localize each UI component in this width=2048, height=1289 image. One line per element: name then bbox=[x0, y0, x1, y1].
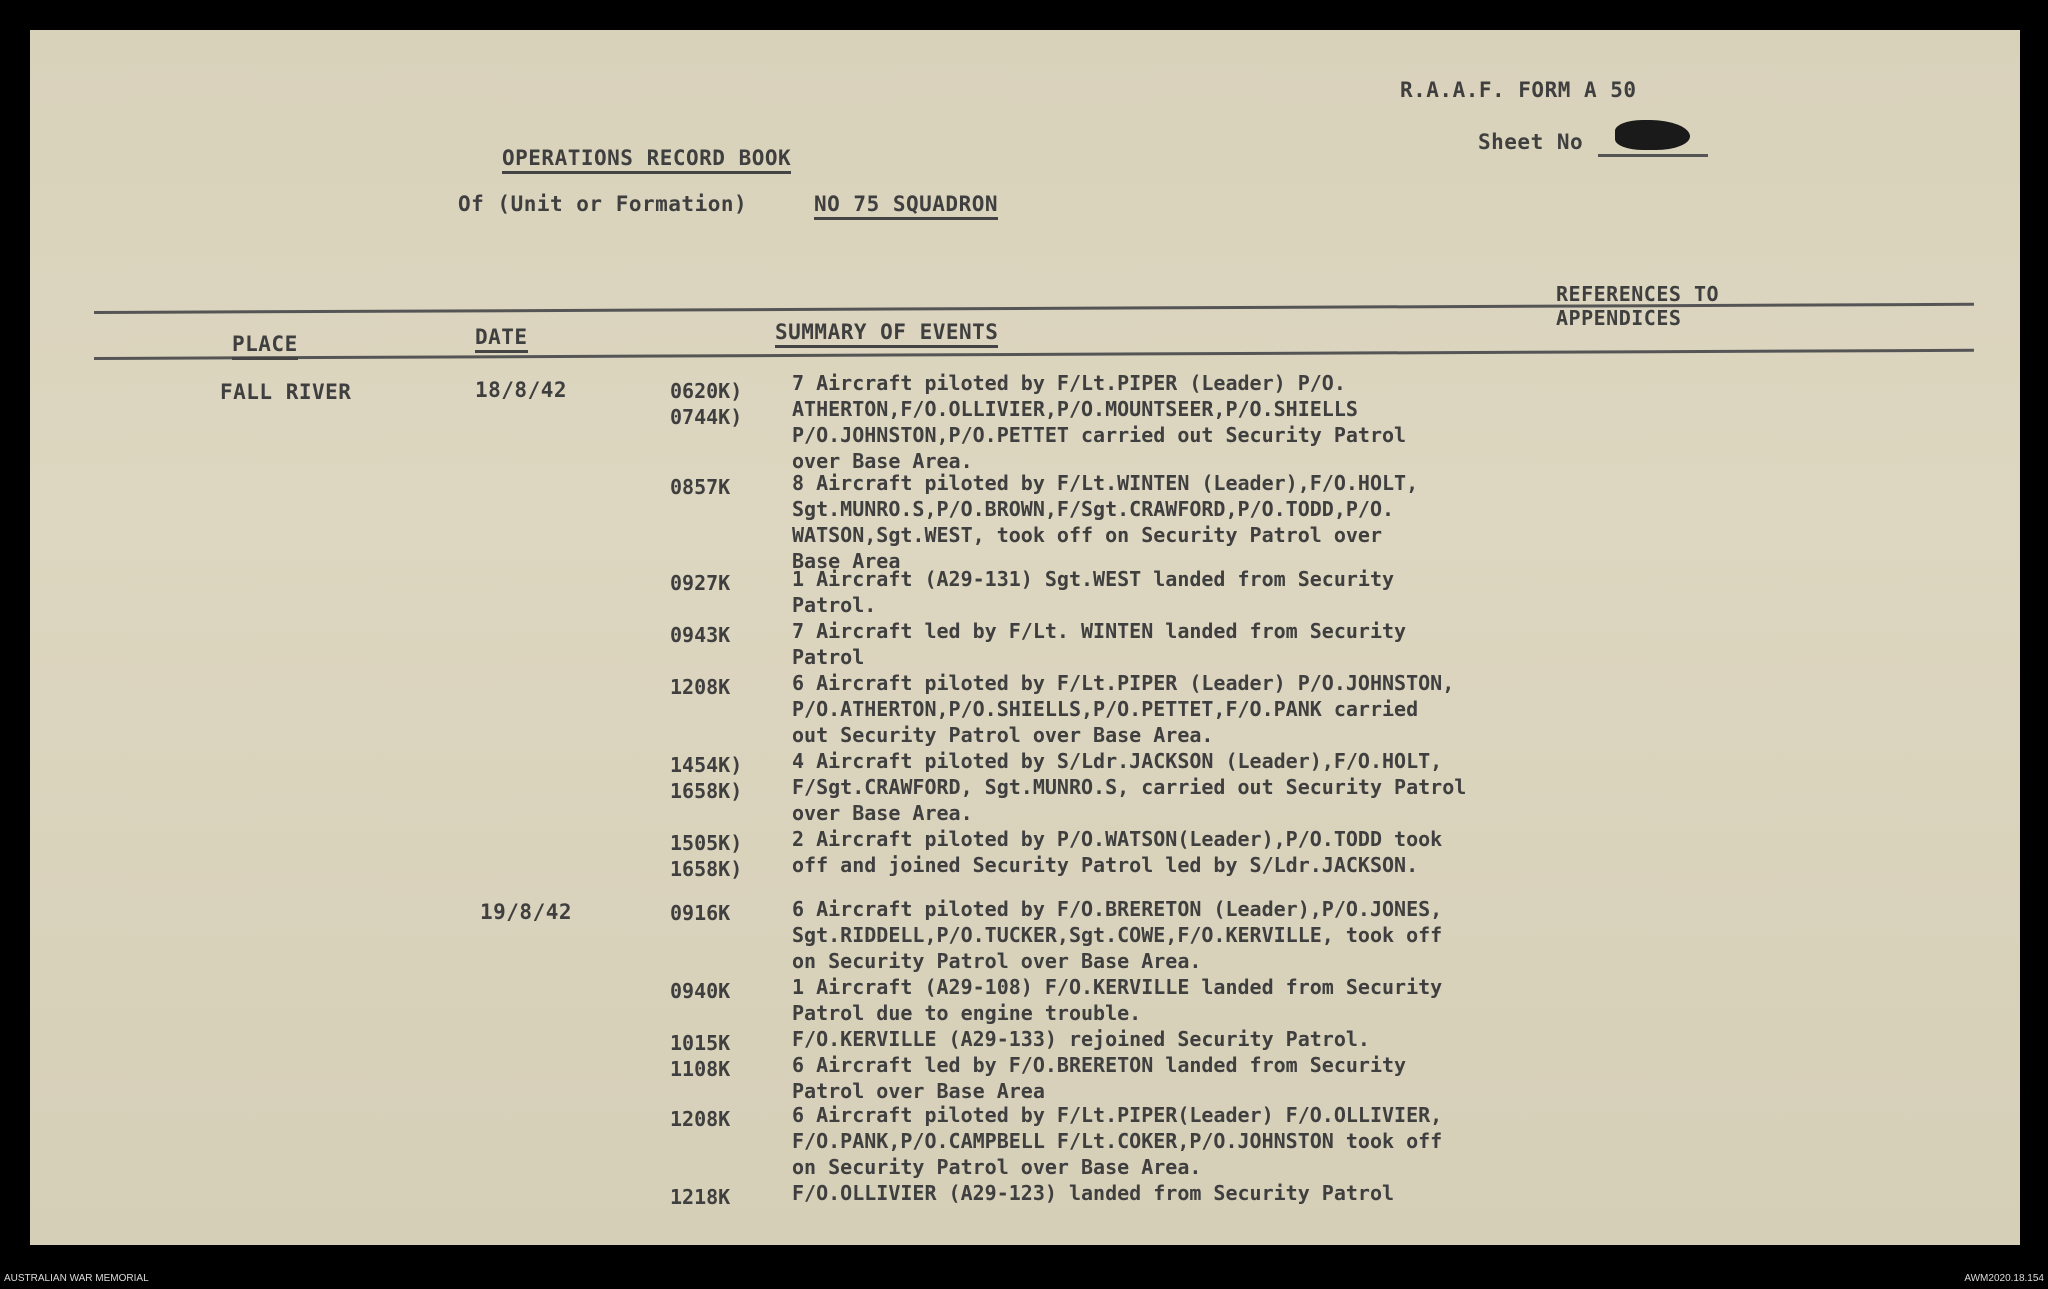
entry-time: 0943K bbox=[670, 623, 731, 647]
page-title: OPERATIONS RECORD BOOK bbox=[502, 146, 791, 174]
entry-text: F/O.KERVILLE (A29-133) rejoined Security Patrol. 6 Aircraft led by F/O.BRERETON landed from Security Patrol over Base Area bbox=[792, 1027, 1407, 1103]
entry-time: 0857K bbox=[670, 475, 731, 499]
column-place: PLACE bbox=[232, 332, 298, 360]
column-date: DATE bbox=[475, 325, 528, 353]
entry-time: 1208K bbox=[670, 1107, 731, 1131]
column-references: REFERENCES TO APPENDICES bbox=[1556, 282, 1720, 330]
record-sheet bbox=[30, 30, 2020, 1245]
header-rule bbox=[94, 349, 1974, 360]
archive-reference: AWM2020.18.154 bbox=[1964, 1273, 2044, 1284]
archive-credit: AUSTRALIAN WAR MEMORIAL bbox=[4, 1273, 149, 1284]
entry-time: 1454K) 1658K) bbox=[670, 753, 743, 803]
entry-time: 0927K bbox=[670, 571, 731, 595]
entry-text: 2 Aircraft piloted by P/O.WATSON(Leader),P/O.TODD took off and joined Security Patrol led by S/Ldr.JACKSON. bbox=[792, 827, 1443, 877]
sheet-number-label: Sheet No bbox=[1478, 130, 1584, 154]
entry-text: 1 Aircraft (A29-131) Sgt.WEST landed from Security Patrol. bbox=[792, 567, 1395, 617]
entry-time: 1208K bbox=[670, 675, 731, 699]
form-number: R.A.A.F. FORM A 50 bbox=[1400, 78, 1637, 102]
sheet-number-line bbox=[1598, 154, 1708, 157]
entry-text: 1 Aircraft (A29-108) F/O.KERVILLE landed from Security Patrol due to engine trouble. bbox=[792, 975, 1443, 1025]
entry-text: 6 Aircraft piloted by F/O.BRERETON (Leader),P/O.JONES, Sgt.RIDDELL,P/O.TUCKER,Sgt.COWE,F/O.KERVILLE, took off on Security Patrol over Base Area. bbox=[792, 897, 1443, 973]
entry-time: 1015K 1108K bbox=[670, 1031, 731, 1081]
entry-time: 1218K bbox=[670, 1185, 731, 1209]
entry-text: 4 Aircraft piloted by S/Ldr.JACKSON (Leader),F/O.HOLT, F/Sgt.CRAWFORD, Sgt.MUNRO.S, carried out Security Patrol over Base Area. bbox=[792, 749, 1467, 825]
entry-time: 0916K bbox=[670, 901, 731, 925]
entry-time: 0620K) 0744K) bbox=[670, 379, 743, 429]
torn-hole bbox=[1615, 120, 1690, 150]
unit-label: Of (Unit or Formation) bbox=[458, 192, 748, 216]
entry-text: 7 Aircraft piloted by F/Lt.PIPER (Leader) P/O. ATHERTON,F/O.OLLIVIER,P/O.MOUNTSEER,P/O.SHIELLS P/O.JOHNSTON,P/O.PETTET carried out Security Patrol over Base Area. bbox=[792, 371, 1407, 473]
entry-text: 6 Aircraft piloted by F/Lt.PIPER (Leader) P/O.JOHNSTON, P/O.ATHERTON,P/O.SHIELLS,P/O.PETTET,F/O.PANK carried out Security Patrol over Base Area. bbox=[792, 671, 1455, 747]
place-cell: FALL RIVER bbox=[220, 380, 352, 404]
column-summary: SUMMARY OF EVENTS bbox=[775, 320, 998, 348]
entry-text: 6 Aircraft piloted by F/Lt.PIPER(Leader) F/O.OLLIVIER, F/O.PANK,P/O.CAMPBELL F/Lt.COKER,P/O.JOHNSTON took off on Security Patrol over Base Area. bbox=[792, 1103, 1443, 1179]
entry-text: 7 Aircraft led by F/Lt. WINTEN landed from Security Patrol bbox=[792, 619, 1407, 669]
entry-time: 1505K) 1658K) bbox=[670, 831, 743, 881]
entry-text: F/O.OLLIVIER (A29-123) landed from Security Patrol bbox=[792, 1181, 1395, 1205]
date-cell: 18/8/42 bbox=[475, 378, 568, 402]
entry-text: 8 Aircraft piloted by F/Lt.WINTEN (Leader),F/O.HOLT, Sgt.MUNRO.S,P/O.BROWN,F/Sgt.CRAWFORD,P/O.TODD,P/O. WATSON,Sgt.WEST, took off on Security Patrol over Base Area bbox=[792, 471, 1419, 573]
entry-time: 0940K bbox=[670, 979, 731, 1003]
date-cell: 19/8/42 bbox=[480, 900, 573, 924]
unit-name: NO 75 SQUADRON bbox=[814, 192, 998, 220]
